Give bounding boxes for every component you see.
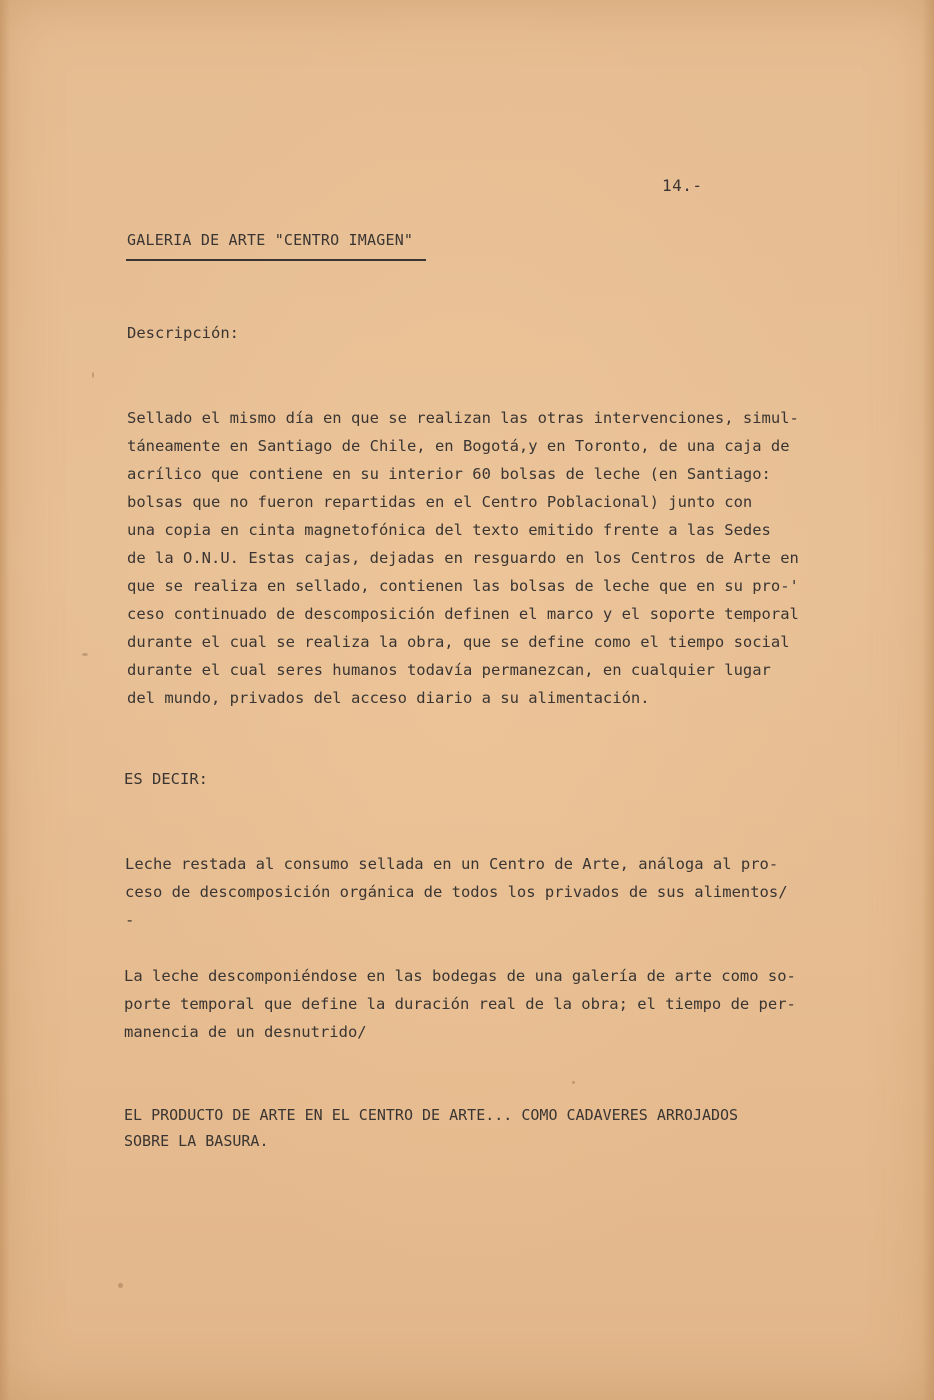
- text-line: táneamente en Santiago de Chile, en Bogotá,y en Toronto, de una caja de: [127, 437, 790, 455]
- paper-speck: [572, 1081, 575, 1084]
- text-line: una copia en cinta magnetofónica del texto emitido frente a las Sedes: [127, 521, 771, 539]
- text-line: acrílico que contiene en su interior 60 bolsas de leche (en Santiago:: [127, 465, 771, 483]
- text-line: EL PRODUCTO DE ARTE EN EL CENTRO DE ARTE... COMO CADAVERES ARROJADOS: [124, 1106, 739, 1124]
- paragraph-milk-decomposing: [124, 962, 796, 1046]
- text-line: de la O.N.U. Estas cajas, dejadas en resguardo en los Centros de Arte en: [127, 549, 799, 567]
- text-line: que se realiza en sellado, contienen las bolsas de leche que en su pro-': [127, 577, 799, 595]
- text-line: del mundo, privados del acceso diario a su alimentación.: [127, 689, 650, 707]
- paragraph-milk-subtracted: [125, 850, 788, 934]
- paper-speck: [82, 653, 88, 656]
- text-line: Sellado el mismo día en que se realizan las otras intervenciones, simul-: [127, 409, 799, 427]
- page-title: GALERIA DE ARTE "CENTRO IMAGEN": [127, 231, 414, 249]
- paper-edge-left: [0, 0, 10, 1400]
- text-line: Leche restada al consumo sellada en un Centro de Arte, análoga al pro-: [125, 855, 779, 873]
- text-line: ceso de descomposición orgánica de todos los privados de sus alimentos/: [125, 883, 788, 901]
- text-line: -: [125, 911, 135, 929]
- es-decir-label: ES DECIR:: [124, 770, 208, 788]
- text-line: porte temporal que define la duración real de la obra; el tiempo de per-: [124, 995, 796, 1013]
- page-number: 14.-: [662, 176, 703, 195]
- text-line: La leche descomponiéndose en las bodegas de una galería de arte como so-: [124, 967, 796, 985]
- text-line: SOBRE LA BASURA.: [124, 1132, 269, 1150]
- text-line: ceso continuado de descomposición definen el marco y el soporte temporal: [127, 605, 799, 623]
- text-line: manencia de un desnutrido/: [124, 1023, 367, 1041]
- description-paragraph: [127, 404, 799, 712]
- closing-statement: [124, 1102, 738, 1154]
- paper-edge-right: [922, 0, 934, 1400]
- paper-speck: [92, 372, 94, 378]
- text-line: durante el cual seres humanos todavía permanezcan, en cualquier lugar: [127, 661, 771, 679]
- text-line: bolsas que no fueron repartidas en el Centro Poblacional) junto con: [127, 493, 753, 511]
- title-underline: [126, 259, 426, 261]
- paper-speck: [118, 1283, 123, 1288]
- text-line: durante el cual se realiza la obra, que se define como el tiempo social: [127, 633, 790, 651]
- description-label: Descripción:: [127, 324, 239, 342]
